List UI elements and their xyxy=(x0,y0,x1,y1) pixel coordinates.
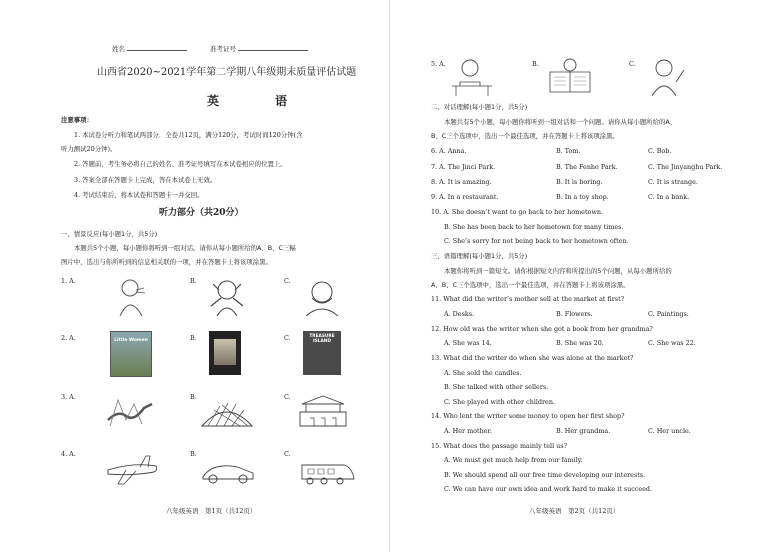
q12-option-a: A. She was 14. xyxy=(444,339,492,347)
listening-title: 听力部分（共20分） xyxy=(159,208,244,218)
q15-option-b: B. We should spend all our free time developing our interests. xyxy=(444,471,646,479)
q6-option-a: 6. A. Anna. xyxy=(431,147,467,155)
page-2-footer: 八年级英语 第2页（共12页） xyxy=(529,507,620,515)
great-wall-icon xyxy=(106,390,154,430)
sick-man-icon xyxy=(203,276,251,316)
q6-option-b: B. Tom. xyxy=(556,147,581,155)
q4-c-label: C. xyxy=(284,450,291,458)
q2-label: 2. A. xyxy=(61,334,76,342)
q5-b-label: B. xyxy=(532,60,539,68)
section3-instruction: A、B、C三个选项中，选出一个最佳选项，并在答题卡上将该项涂黑。 xyxy=(431,281,630,289)
q14-option-a: A. Her mother. xyxy=(444,427,492,435)
q5-c-label: C. xyxy=(629,60,636,68)
section1-instruction: 图片中，选出与你所听到的信息相关联的一项，并在答题卡上将该项涂黑。 xyxy=(61,258,272,266)
boy-coughing-icon xyxy=(108,276,156,316)
treasure-island-book-icon xyxy=(303,331,341,375)
q3-b-label: B. xyxy=(190,393,197,401)
q10-option-b: B. She has been back to her hometown for many times. xyxy=(444,223,624,231)
note-line: 3. 答案全部在答题卡上完成，答在本试卷上无效。 xyxy=(74,176,217,184)
q13-option-b: B. She talked with other sellers. xyxy=(444,383,549,391)
airplane-icon xyxy=(104,446,160,486)
boy-waving-icon xyxy=(640,56,688,96)
q9-option-a: 9. A. In a restaurant. xyxy=(431,193,499,201)
q8-option-c: C. It is strange. xyxy=(648,178,698,186)
page-1-footer: 八年级英语 第1页（共12页） xyxy=(166,507,257,515)
boy-studying-icon xyxy=(448,56,496,96)
bird-nest-stadium-icon xyxy=(200,392,254,432)
q11-question: 11. What did the writer’s mother sell at the market at first? xyxy=(431,295,625,303)
q4-label: 4. A. xyxy=(61,450,76,458)
q10-option-a: 10. A. She doesn’t want to go back to her hometown. xyxy=(431,208,603,216)
q7-option-c: C. The Jinyanghu Park. xyxy=(648,163,723,171)
q11-option-b: B. Flowers. xyxy=(556,310,593,318)
q12-question: 12. How old was the writer when she got a book from her grandma? xyxy=(431,325,653,333)
q10-option-c: C. She’s sorry for not being back to her hometown often. xyxy=(444,237,629,245)
painting-image xyxy=(214,339,236,365)
name-field xyxy=(112,44,187,53)
q11-option-a: A. Desks. xyxy=(444,310,475,318)
q8-option-b: B. It is boring. xyxy=(556,178,603,186)
q13-question: 13. What did the writer do when she was alone at the market? xyxy=(431,354,634,362)
exam-no-field xyxy=(210,44,308,53)
section2-instruction: 本题共有5个小题，每小题你将听到一组对话和一个问题。请你从每小题所给的A、 xyxy=(444,118,677,126)
q5-label: 5. A. xyxy=(431,60,446,68)
painting-book-icon xyxy=(209,331,241,375)
train-icon xyxy=(300,452,356,492)
little-women-book-icon xyxy=(110,331,152,377)
q9-option-b: B. In a toy shop. xyxy=(556,193,609,201)
note-line: 1. 本试卷分听力和笔试两部分．全卷共12页，满分120分，考试时间120分钟(含 xyxy=(74,131,303,139)
section3-title: 三、语篇理解(每小题1分，共5分) xyxy=(431,252,528,260)
reading-newspaper-icon xyxy=(546,56,594,96)
q15-question: 15. What does the passage mainly tell us? xyxy=(431,442,567,450)
q15-option-a: A. We must get much help from our family. xyxy=(444,456,583,464)
q12-option-b: B. She was 20. xyxy=(556,339,604,347)
section2-instruction: B、C三个选项中，选出一个最佳选项，并在答题卡上将该项涂黑。 xyxy=(431,132,619,140)
exam-no-blank xyxy=(238,44,308,51)
q1-b-label: B. xyxy=(190,277,197,285)
q2-c-label: C. xyxy=(284,334,291,342)
subject-title: 英 语 xyxy=(207,94,310,108)
q1-label: 1. A. xyxy=(61,277,76,285)
note-line: 4. 考试结束后，将本试卷和答题卡一并交回。 xyxy=(74,191,204,199)
q15-option-c: C. We can have our own idea and work hard to make it succeed. xyxy=(444,485,653,493)
page-2 xyxy=(390,0,780,552)
q11-option-c: C. Paintings. xyxy=(648,310,689,318)
q13-option-c: C. She played with other children. xyxy=(444,398,555,406)
section3-instruction: 本题你将听到一篇短文。请你根据短文内容和所提出的5个问题，从每小题所给的 xyxy=(444,267,672,275)
q7-option-a: 7. A. The Jinci Park. xyxy=(431,163,496,171)
exam-no-label: 准考证号 xyxy=(210,45,236,53)
name-blank xyxy=(127,44,187,51)
book-title: TREASURE ISLAND xyxy=(309,334,335,344)
q14-option-b: B. Her grandma. xyxy=(556,427,611,435)
section2-title: 二、对话理解(每小题1分，共5分) xyxy=(431,103,528,111)
q7-option-b: B. The Fenhe Park. xyxy=(556,163,618,171)
note-line: 2. 答题前，考生务必将自己的姓名、准考证号填写在本试卷相应的位置上。 xyxy=(74,160,287,168)
note-line: 听力测试20分钟)。 xyxy=(61,145,117,153)
q9-option-c: C. In a bank. xyxy=(648,193,690,201)
q3-label: 3. A. xyxy=(61,393,76,401)
q6-option-c: C. Bob. xyxy=(648,147,672,155)
q14-question: 14. Who lent the writer some money to open her first shop? xyxy=(431,412,625,420)
name-label: 姓名 xyxy=(112,45,125,53)
q13-option-a: A. She sold the candles. xyxy=(444,369,522,377)
book-title: Little Women xyxy=(114,338,148,343)
q8-option-a: 8. A. It is amazing. xyxy=(431,178,492,186)
sad-man-icon xyxy=(298,276,346,316)
q3-c-label: C. xyxy=(284,393,291,401)
exam-title: 山西省2020~2021学年第二学期八年级期末质量评估试题 xyxy=(97,67,357,78)
q4-b-label: B. xyxy=(190,450,197,458)
section1-instruction: 本题共5个小题，每小题你将听到一组对话。请你从每小题所给的A、B、C三幅 xyxy=(74,244,296,252)
tiananmen-icon xyxy=(296,390,350,430)
q14-option-c: C. Her uncle. xyxy=(648,427,691,435)
q2-b-label: B. xyxy=(190,334,197,342)
q12-option-c: C. She was 22. xyxy=(648,339,696,347)
notes-title: 注意事项： xyxy=(61,116,93,124)
q1-c-label: C. xyxy=(284,277,291,285)
car-icon xyxy=(201,452,255,492)
section1-title: 一、情景反应(每小题1分，共5分) xyxy=(61,230,158,238)
